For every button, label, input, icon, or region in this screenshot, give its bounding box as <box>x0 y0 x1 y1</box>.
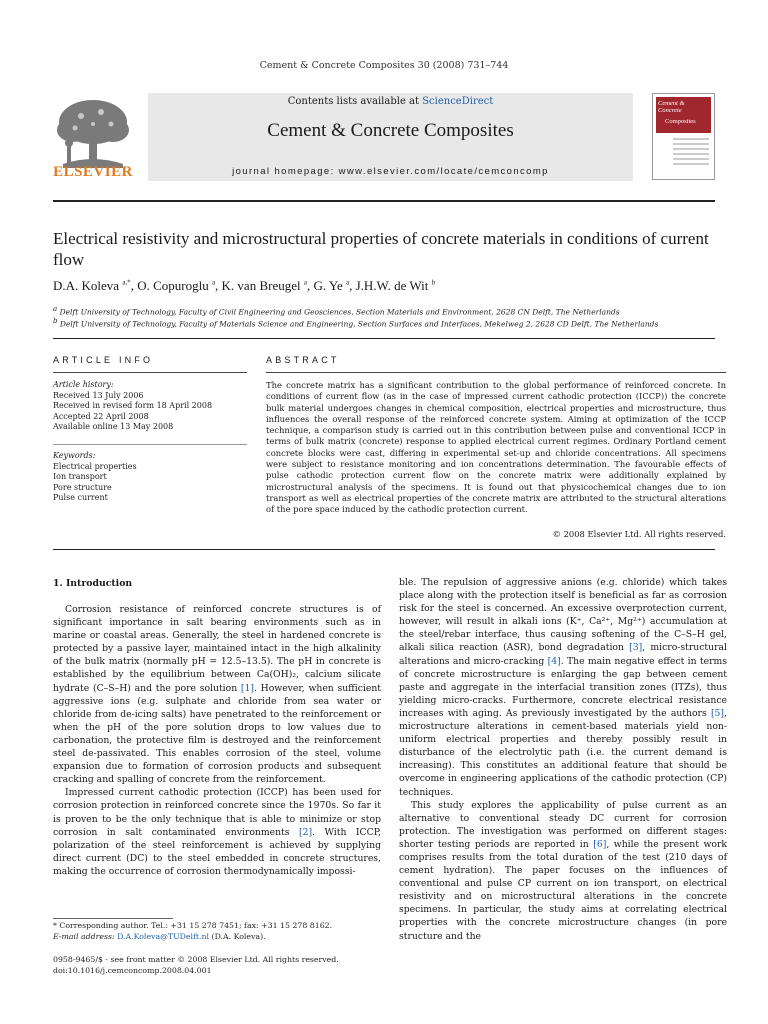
author-3: K. van Breugel <box>221 278 301 293</box>
affiliation-b-text: Delft University of Technology, Faculty of Materials Science and Engineering, Section Surfaces and Interfaces, Mekelweg 2, 2628 CD Delft, The Netherlands <box>59 319 659 329</box>
author-1: D.A. Koleva <box>53 278 120 293</box>
keyword-1: Electrical properties <box>53 461 137 471</box>
affiliation-b <box>53 317 658 329</box>
reference-link[interactable]: [2] <box>298 826 313 838</box>
history-revised: Received in revised form 18 April 2008 <box>53 401 213 410</box>
corresponding-footnote <box>53 921 332 942</box>
history-received: Received 13 July 2006 <box>53 390 144 400</box>
email-suffix: (D.A. Koleva). <box>209 931 266 941</box>
author-2: O. Copuroglu <box>137 278 209 293</box>
author-list: D.A. Koleva $^{a,*}$, O. Copuroglu $^a$, K. van Breugel $^a$, G. Ye $^a$, J.H.W. de Wit $^b$ <box>53 278 436 293</box>
abstract-text: The concrete matrix has a significant contribution to the global performance of reinforced concrete. In conditions of current flow (as in the case of impressed current cathodic protection (ICCP)) the concrete bulk material undergoes changes in chemical composition, electrical properties and microstructure, thus influences the overall response of the reinforced concrete system. Aiming at optimization of the ICCP technique, a comparison study is carried out in this contribution between pulse and conventional ICCP in terms of bulk matrix (concrete) response to applied electrical current regimes. Ordinary Portland cement concrete blocks were cast, differing in experimental set-up and chloride concentrations. All specimens were subject to resistance monitoring and ion concentrations determination. The favourable effects of pulse cathodic protection current flow on the concrete matrix were additionally explained by microstructural analysis of the specimens. It is found out that physicochemical changes due to ion transport as well as electrical properties of the concrete matrix are attributed to the structural alterations of the pore space induced by the cathodic protection current. <box>266 380 726 515</box>
history-accepted: Accepted 22 April 2008 <box>53 411 149 421</box>
publisher-logo-text: ELSEVIER <box>53 164 133 180</box>
cover-title-3: Composites <box>665 118 696 125</box>
journal-cover-thumbnail <box>652 93 715 180</box>
reference-link[interactable]: [1] <box>240 682 254 694</box>
author-4: G. Ye <box>313 278 343 293</box>
abstract-heading: ABSTRACT <box>266 355 340 365</box>
author-4-affil: a <box>345 278 350 287</box>
paragraph: Impressed current cathodic protection (ICCP) has been used for corrosion protection in reinforced concrete since the 1970s. So far it is proven to be the only technique that is able to minimize or stop corrosion in salt contaminated environments [2]. With ICCP, polarization of the steel reinforcement is achieved by supplying direct current (DC) to the steel embedded in concrete structures, making the occurrence of corrosion thermodynamically impossi- <box>53 787 381 877</box>
paragraph: ble. The repulsion of aggressive anions (e.g. chloride) which takes place along with the protection itself is beneficial as far as corrosion risk for the steel is concerned. An excessive overprotection current, however, will result in alkali ions (K⁺, Ca²⁺, Mg²⁺) accumulation at the steel/rebar interface, thus causing softening of the C–S–H gel, alkali silica reaction (ASR), bond degradation [3], micro-structural alterations and micro-cracking [4]. The main negative effect in terms of concrete microstructure is enlarging the gap between cement paste and aggregate in the interfacial transition zones (ITZs), thus yielding micro-cracks. Furthermore, concrete electrical resistance increases with aging. As previously investigated by the authors [5], microstructure alterations in cement-based materials yield non-uniform electrical properties and thereby possibly result in disturbance of the electrolytic path (i.e. the current demand is increasing). This constitutes an additional feature that should be overcome in engineering applications of the cathodic protection (CP) techniques. <box>399 577 728 798</box>
article-info-heading: ARTICLE INFO <box>53 355 154 365</box>
title-rule <box>53 338 715 339</box>
author-5-affil: b <box>431 278 436 287</box>
affiliation-a-mark: a <box>53 305 58 313</box>
issn-line: 0958-9465/$ - see front matter © 2008 Elsevier Ltd. All rights reserved. <box>53 955 339 964</box>
contents-prefix: Contents lists available at <box>287 96 423 107</box>
keyword-3: Pore structure <box>53 482 112 492</box>
reference-link[interactable]: [4] <box>547 655 561 667</box>
section-heading: 1. Introduction <box>53 578 133 589</box>
author-5: J.H.W. de Wit <box>355 278 429 293</box>
body-right-column <box>399 576 727 943</box>
history-label: Article history: <box>53 380 114 389</box>
abstract-bottom-rule <box>53 549 715 550</box>
affiliation-a <box>53 305 620 317</box>
email-link[interactable]: D.A.Koleva@TUDelft.nl <box>117 931 210 941</box>
body-left-column <box>53 603 381 878</box>
corresponding-author-note: * Corresponding author. Tel.: +31 15 278 7451; fax: +31 15 278 8162. <box>53 921 333 930</box>
keyword-4: Pulse current <box>53 493 108 502</box>
keywords-rule <box>53 444 247 445</box>
journal-title: Cement & Concrete Composites <box>267 120 514 141</box>
paragraph: Corrosion resistance of reinforced concrete structures is of significant importance in salt bearing environments such as in marine or coastal areas. Generally, the steel in hardened concrete is protected by a passive layer, maintained intact in the high alkalinity of the bulk matrix (normally pH = 12.5–13.5). The pH in concrete is established by the equilibrium between Ca(OH)₂, calcium silicate hydrate (C–S–H) and the pore solution [1]. However, when sufficient aggressive ions (e.g. sulphate and chloride from sea water or chloride from de-icing salts) have penetrated to the reinforcement or when the pH of the pore solution drops to low values due to carbonation, the protective film is destroyed and the reinforcement steel de-passivated. This enables corrosion of the steel, volume expansion due to formation of corrosion products and subsequent cracking and spalling of concrete from the reinforcement. <box>53 604 381 786</box>
abstract-rule <box>266 372 726 373</box>
author-3-affil: a <box>303 278 307 287</box>
email-label: E-mail address: <box>53 931 118 941</box>
article-history <box>53 380 247 433</box>
article-info-rule <box>53 372 247 373</box>
affiliation-a-text: Delft University of Technology, Faculty of Civil Engineering and Geosciences, Section Materials and Environment, 2628 CN Delft, The Netherlands <box>59 307 620 317</box>
paragraph: This study explores the applicability of pulse current as an alternative to conventional steady DC current for corrosion protection. The investigation was performed on different stages: shorter testing periods are reported in [6], while the present work comprises results from the total duration of the test (210 days of cement hydration). The paper focuses on the influences of conventional and pulse CP current on ion transport, on electrical resistivity and on microstructural alterations in the concrete specimens. In particular, the study aims at correlating electrical properties with the concrete microstructure changes (in pore structure and the <box>399 799 728 942</box>
cover-decoration <box>673 138 709 168</box>
author-1-affil: a,* <box>122 278 131 287</box>
reference-link[interactable]: [3] <box>629 642 643 654</box>
front-matter <box>53 955 339 976</box>
cover-title-2: Concrete <box>658 107 682 114</box>
journal-homepage[interactable]: journal homepage: www.elsevier.com/locate/cemconcomp <box>232 166 549 177</box>
header-rule <box>53 200 715 202</box>
abstract-copyright: © 2008 Elsevier Ltd. All rights reserved. <box>552 529 726 539</box>
author-2-affil: a <box>211 278 216 287</box>
footnote-rule <box>53 918 173 919</box>
sciencedirect-link[interactable]: ScienceDirect <box>422 96 494 107</box>
article-title: Electrical resistivity and microstructural properties of concrete materials in conditions of current flow <box>53 229 709 269</box>
doi-line[interactable]: doi:10.1016/j.cemconcomp.2008.04.001 <box>53 965 212 975</box>
journal-citation: Cement & Concrete Composites 30 (2008) 731–744 <box>259 60 509 71</box>
keywords-label: Keywords: <box>53 451 96 460</box>
keyword-2: Ion transport <box>53 472 107 481</box>
cover-title-1: Cement & <box>658 100 685 107</box>
keywords <box>53 451 247 504</box>
reference-link[interactable]: [6] <box>593 838 607 850</box>
reference-link[interactable]: [5] <box>710 707 725 719</box>
history-online: Available online 13 May 2008 <box>53 422 174 431</box>
affiliation-b-mark: b <box>53 317 58 325</box>
contents-available <box>148 96 633 107</box>
